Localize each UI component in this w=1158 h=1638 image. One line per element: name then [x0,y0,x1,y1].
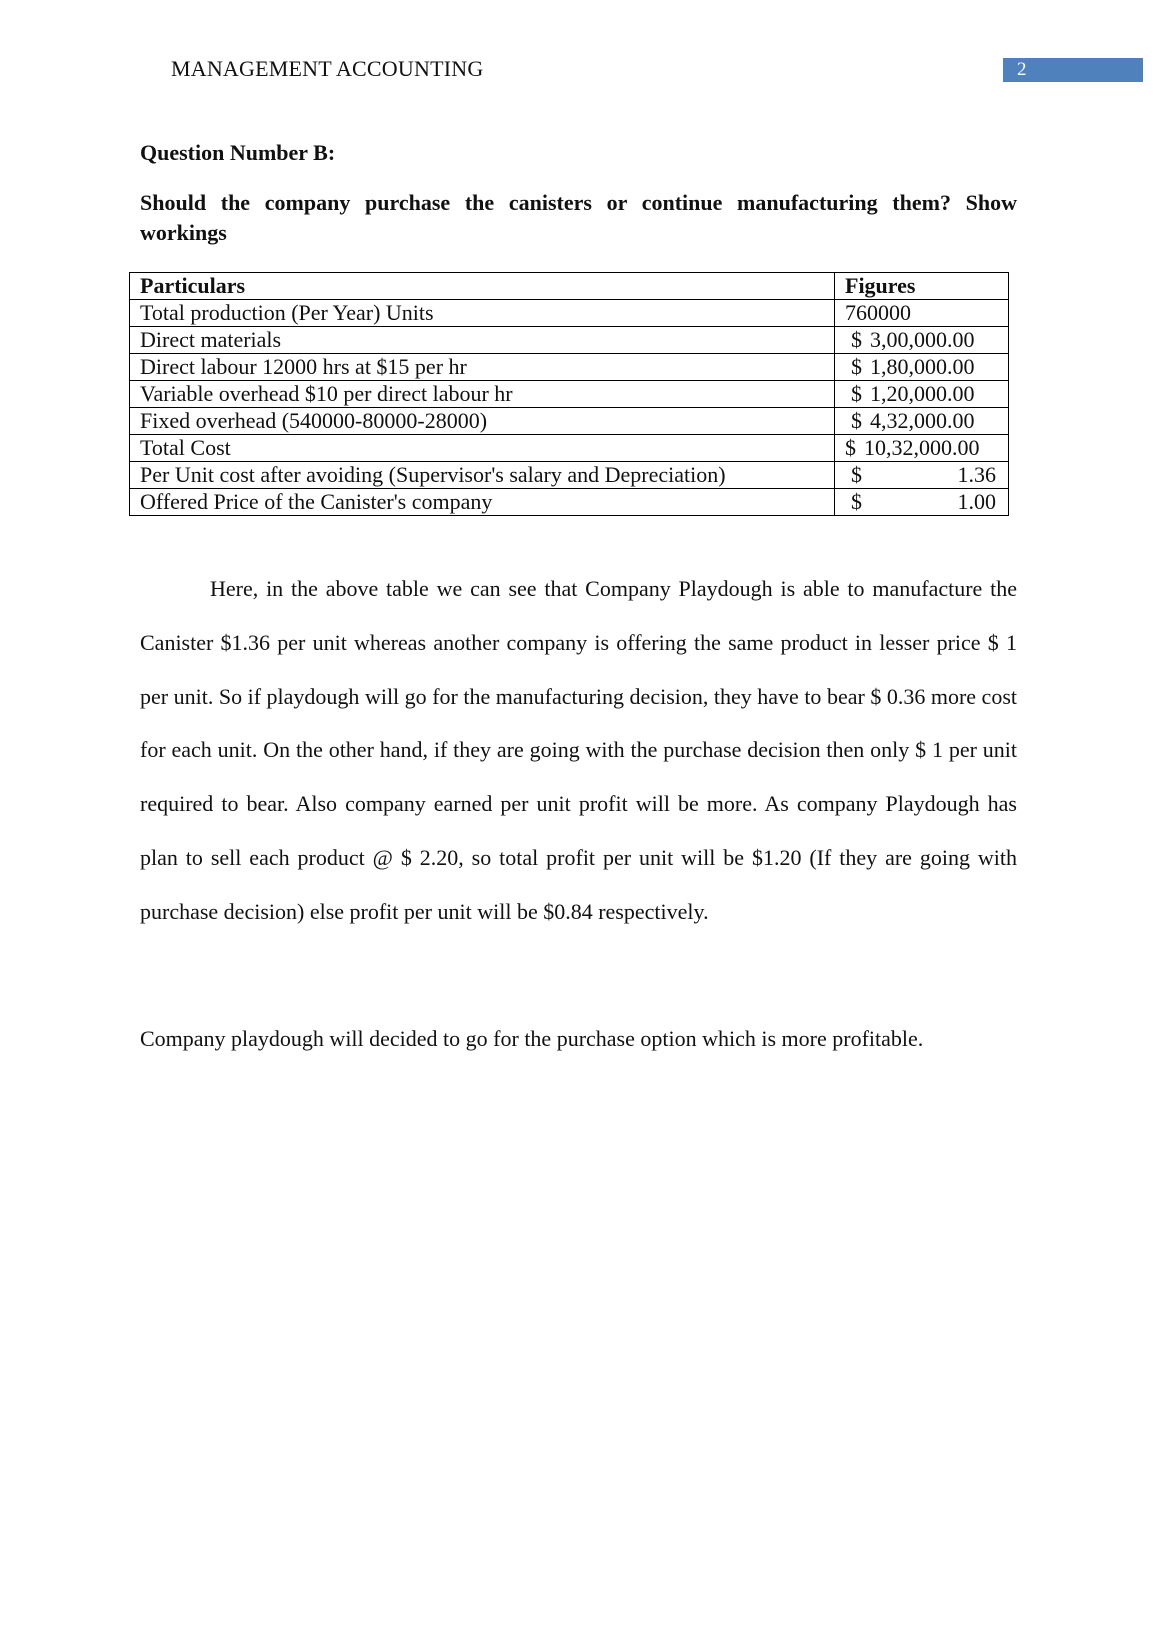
currency-symbol: $ [851,381,862,406]
row-figure [835,489,1009,516]
table-row [130,462,1009,489]
row-figure [835,327,1009,354]
currency-symbol: $ [851,327,862,352]
table-row [130,489,1009,516]
question-text: Should the company purchase the canisters or continue manufacturing them? Show workings [140,190,1017,245]
row-figure [835,435,1009,462]
header-particulars: Particulars [130,273,835,300]
table-row [130,354,1009,381]
table-row [130,408,1009,435]
table-header-row [130,273,1009,300]
row-figure [835,354,1009,381]
row-label: Variable overhead $10 per direct labour hr [130,381,835,408]
row-figure [835,462,1009,489]
row-label: Total Cost [130,435,835,462]
row-value: 10,32,000.00 [864,435,980,460]
row-value: 3,00,000.00 [870,327,975,352]
currency-symbol: $ [851,354,862,379]
row-label: Total production (Per Year) Units [130,300,835,327]
table-row [130,381,1009,408]
currency-symbol: $ [851,408,862,433]
currency-symbol: $ [845,435,856,460]
currency-symbol: $ [851,462,862,487]
row-label: Per Unit cost after avoiding (Supervisor's salary and Depreciation) [130,462,835,489]
running-header: MANAGEMENT ACCOUNTING [171,56,484,81]
analysis-paragraph: Here, in the above table we can see that Company Playdough is able to manufacture the Canister $1.36 per unit whereas another company is offering the same product in lesser price $ 1 per unit. So if playdough will go for the manufacturing decision, they have to bear $ 0.36 more cost for each unit. On the other hand, if they are going with the purchase decision then only $ 1 per unit required to bear. Also company earned per unit profit will be more. As company Playdough has plan to sell each product @ $ 2.20, so total profit per unit will be $1.20 (If they are going with purchase decision) else profit per unit will be $0.84 respectively. [140,576,1017,924]
conclusion-paragraph: Company playdough will decided to go for the purchase option which is more profitable. [140,1026,924,1051]
row-value: 1,80,000.00 [870,354,975,379]
row-label: Fixed overhead (540000-80000-28000) [130,408,835,435]
row-value: 760000 [835,300,1009,327]
row-value: 1.00 [957,489,996,514]
page-number-badge: 2 [1003,58,1143,82]
table-row [130,435,1009,462]
cost-table [129,272,1009,516]
row-label: Offered Price of the Canister's company [130,489,835,516]
currency-symbol: $ [851,489,862,514]
row-value: 1.36 [957,462,996,487]
header-figures: Figures [835,273,1009,300]
row-label: Direct materials [130,327,835,354]
table-row [130,327,1009,354]
row-figure [835,408,1009,435]
table-row [130,300,1009,327]
row-value: 1,20,000.00 [870,381,975,406]
row-value: 4,32,000.00 [870,408,975,433]
row-figure [835,381,1009,408]
question-title: Question Number B: [140,140,336,165]
row-label: Direct labour 12000 hrs at $15 per hr [130,354,835,381]
